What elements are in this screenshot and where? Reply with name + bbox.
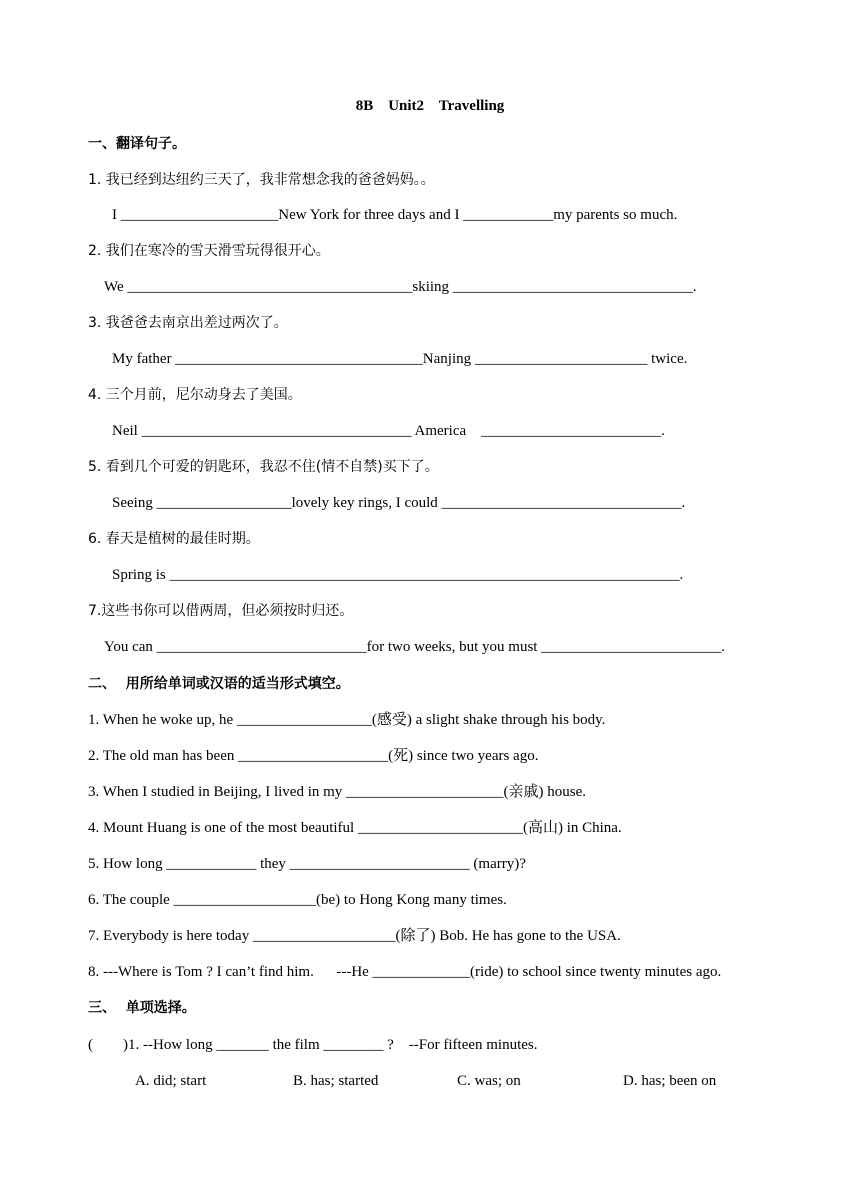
- mc-option-a: A. did; start: [135, 1073, 207, 1089]
- translation-3-cn: 3. 我爸爸去南京出差过两次了。: [88, 315, 288, 331]
- fill-in-2: 2. The old man has been ____________________(死) since two years ago.: [88, 748, 539, 764]
- translation-6-cn: 6. 春天是植树的最佳时期。: [88, 531, 260, 547]
- fill-in-1: 1. When he woke up, he __________________(感受) a slight shake through his body.: [88, 712, 606, 728]
- fill-in-5: 5. How long ____________ they ________________________ (marry)?: [88, 856, 526, 872]
- translation-7-cn: 7.这些书你可以借两周，但必须按时归还。: [88, 603, 354, 619]
- fill-in-6: 6. The couple ___________________(be) to Hong Kong many times.: [88, 892, 507, 908]
- translation-1-en: I _____________________New York for three days and I ____________my parents so much.: [112, 207, 678, 223]
- page-title: 8B Unit2 Travelling: [355, 98, 505, 114]
- translation-5-en: Seeing __________________lovely key rings, I could ________________________________.: [112, 495, 686, 511]
- section-2-heading: 二、 用所给单词或汉语的适当形式填空。: [88, 676, 350, 692]
- mc-question-1: ( )1. --How long _______ the film ________ ? --For fifteen minutes.: [88, 1037, 538, 1053]
- fill-in-4: 4. Mount Huang is one of the most beautiful ______________________(高山) in China.: [88, 820, 622, 836]
- mc-option-b: B. has; started: [293, 1073, 379, 1089]
- translation-5-cn: 5. 看到几个可爱的钥匙环，我忍不住(情不自禁)买下了。: [88, 459, 439, 475]
- fill-in-7: 7. Everybody is here today ___________________(除了) Bob. He has gone to the USA.: [88, 928, 621, 944]
- translation-2-cn: 2. 我们在寒冷的雪天滑雪玩得很开心。: [88, 243, 330, 259]
- translation-6-en: Spring is ____________________________________________________________________.: [112, 567, 684, 583]
- translation-3-en: My father _________________________________Nanjing _______________________ twice.: [112, 351, 688, 367]
- mc-option-c: C. was; on: [457, 1073, 521, 1089]
- fill-in-8: 8. ---Where is Tom ? I can’t find him. ---He _____________(ride) to school since twenty minutes ago.: [88, 964, 722, 980]
- section-1-heading: 一、翻译句子。: [88, 136, 186, 152]
- translation-1-cn: 1. 我已经到达纽约三天了，我非常想念我的爸爸妈妈。。: [88, 172, 435, 188]
- translation-7-en: You can ____________________________for two weeks, but you must ________________________.: [104, 639, 725, 655]
- section-3-heading: 三、 单项选择。: [88, 1000, 196, 1016]
- translation-4-cn: 4. 三个月前，尼尔动身去了美国。: [88, 387, 302, 403]
- translation-4-en: Neil ____________________________________ America ________________________.: [112, 423, 665, 439]
- fill-in-3: 3. When I studied in Beijing, I lived in my _____________________(亲戚) house.: [88, 784, 587, 800]
- mc-option-d: D. has; been on: [623, 1073, 717, 1089]
- translation-2-en: We ______________________________________skiing ________________________________.: [104, 279, 697, 295]
